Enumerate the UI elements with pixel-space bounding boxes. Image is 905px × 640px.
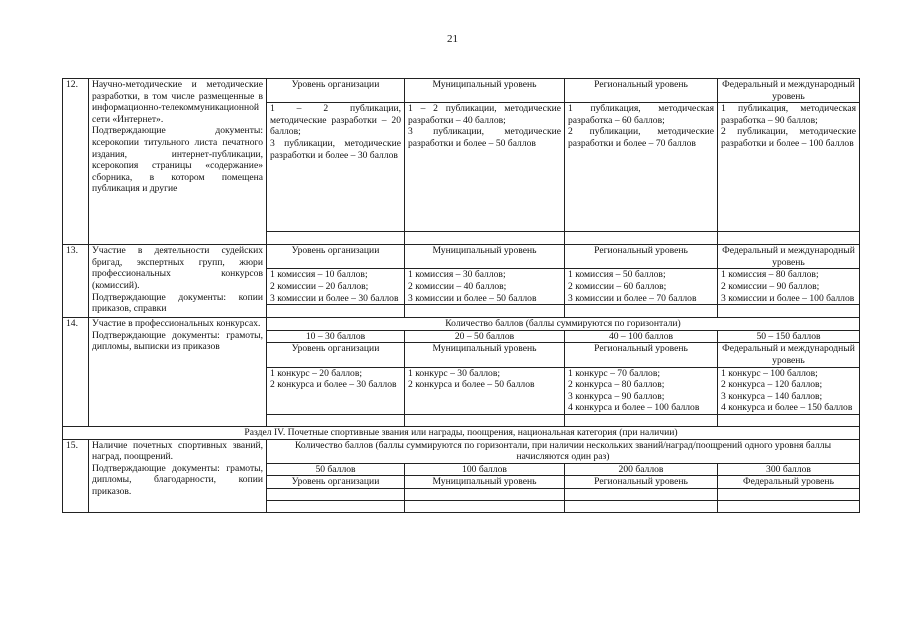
criterion-description: Участие в профессиональных конкурсах. Подтверждающие документы: грамоты, дипломы, выписки из приказов	[89, 318, 267, 427]
criterion-description: Наличие почетных спортивных званий, наград, поощрений. Подтверждающие документы: грамоты, дипломы, благодарности, копии приказов.	[89, 439, 267, 512]
level-header: Муниципальный уровень	[405, 245, 565, 269]
score-cell: 1 конкурс – 100 баллов; 2 конкурса – 120 баллов; 3 конкурса – 140 баллов; 4 конкурса и более – 150 баллов	[718, 367, 860, 414]
level-header: Уровень организации	[267, 343, 405, 367]
level-header: Федеральный и международный уровень	[718, 245, 860, 269]
score-cell: 1 публикация, методическая разработка – 60 баллов; 2 публикации, методические разработки и более – 70 баллов	[565, 103, 718, 232]
level-header: Региональный уровень	[565, 245, 718, 269]
criterion-description: Научно-методические и методические разработки, в том числе размещенные в информационно-телекоммуникационной сети «Интернет». Подтверждающие документы: ксерокопии титульного листа печатного издания, интернет-публикации, ксерокопия страницы «содержание» сборника, в котором помещена публикация и другие	[89, 79, 267, 245]
level-header: Федеральный уровень	[718, 476, 860, 489]
range-cell: 50 баллов	[267, 463, 405, 476]
level-header: Региональный уровень	[565, 476, 718, 489]
range-cell: 40 – 100 баллов	[565, 330, 718, 343]
level-header: Региональный уровень	[565, 343, 718, 367]
criterion-description: Участие в деятельности судейских бригад, экспертных групп, жюри профессиональных конкурсов (комиссий). Подтверждающие документы: копии приказов, справки	[89, 245, 267, 318]
table-row-12	[63, 79, 860, 103]
points-header: Количество баллов (баллы суммируются по горизонтали)	[267, 318, 860, 331]
level-header: Муниципальный уровень	[405, 476, 565, 489]
range-cell: 100 баллов	[405, 463, 565, 476]
range-cell: 300 баллов	[718, 463, 860, 476]
level-header: Уровень организации	[267, 245, 405, 269]
table-row-15	[63, 439, 860, 463]
points-header: Количество баллов (баллы суммируются по горизонтали, при наличии нескольких званий/наград/поощрений одного уровня баллы начисляются один раз)	[267, 439, 860, 463]
page-number: 21	[447, 33, 458, 45]
range-cell: 50 – 150 баллов	[718, 330, 860, 343]
level-header: Муниципальный уровень	[405, 79, 565, 103]
row-number: 15.	[63, 439, 89, 512]
score-cell: 1 конкурс – 30 баллов; 2 конкурса и более – 50 баллов	[405, 367, 565, 414]
criteria-table	[62, 78, 860, 513]
level-header: Региональный уровень	[565, 79, 718, 103]
score-cell: 1 конкурс – 70 баллов; 2 конкурса – 80 баллов; 3 конкурса – 90 баллов; 4 конкурса и более – 100 баллов	[565, 367, 718, 414]
row-number: 14.	[63, 318, 89, 427]
level-header: Муниципальный уровень	[405, 343, 565, 367]
range-cell: 10 – 30 баллов	[267, 330, 405, 343]
range-cell: 200 баллов	[565, 463, 718, 476]
score-cell: 1 комиссия – 30 баллов; 2 комиссии – 40 баллов; 3 комиссии и более – 50 баллов	[405, 269, 565, 305]
score-cell: 1 публикация, методическая разработка – 90 баллов; 2 публикации, методические разработки и более – 100 баллов	[718, 103, 860, 232]
score-cell: 1 – 2 публикации, методические разработки – 20 баллов; 3 публикации, методические разработки и более – 30 баллов	[267, 103, 405, 232]
score-cell: 1 конкурс – 20 баллов; 2 конкурса и более – 30 баллов	[267, 367, 405, 414]
level-header: Федеральный и международный уровень	[718, 343, 860, 367]
level-header: Федеральный и международный уровень	[718, 79, 860, 103]
score-cell: 1 комиссия – 80 баллов; 2 комиссии – 90 баллов; 3 комиссии и более – 100 баллов	[718, 269, 860, 305]
row-number: 13.	[63, 245, 89, 318]
range-cell: 20 – 50 баллов	[405, 330, 565, 343]
table-row-13	[63, 245, 860, 269]
row-number: 12.	[63, 79, 89, 245]
section-title: Раздел IV. Почетные спортивные звания или награды, поощрения, национальная категория (при наличии)	[63, 426, 860, 439]
score-cell: 1 комиссия – 50 баллов; 2 комиссии – 60 баллов; 3 комиссии и более – 70 баллов	[565, 269, 718, 305]
table-row-14	[63, 318, 860, 331]
level-header: Уровень организации	[267, 79, 405, 103]
score-cell: 1 комиссия – 10 баллов; 2 комиссии – 20 баллов; 3 комиссии и более – 30 баллов	[267, 269, 405, 305]
section-row	[63, 426, 860, 439]
score-cell: 1 – 2 публикации, методические разработки – 40 баллов; 3 публикации, методические разработки и более – 50 баллов	[405, 103, 565, 232]
level-header: Уровень организации	[267, 476, 405, 489]
